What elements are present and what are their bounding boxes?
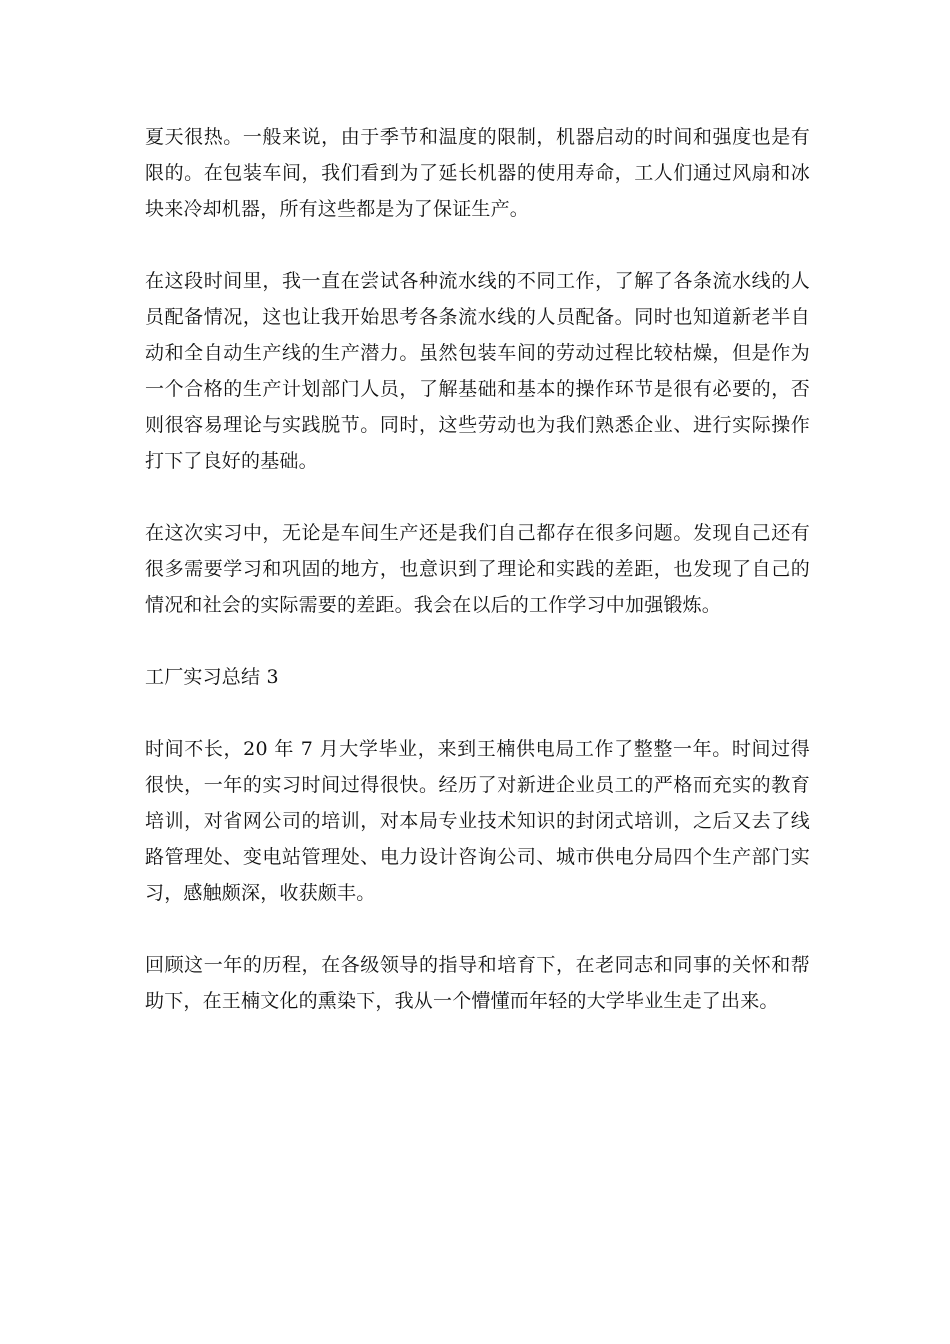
paragraph-summer-heat: 夏天很热。一般来说，由于季节和温度的限制，机器启动的时间和强度也是有限的。在包装车间，我们看到为了延长机器的使用寿命，工人们通过风扇和冰块来冷却机器，所有这些都是为了保证生产。 [145, 126, 810, 220]
section-heading: 工厂实习总结 3 [145, 666, 279, 688]
document-body [145, 119, 810, 1055]
paragraph-one-year-work: 时间不长，20 年 7 月大学毕业，来到王楠供电局工作了整整一年。时间过得很快，一年的实习时间过得很快。经历了对新进企业员工的严格而充实的教育培训，对省网公司的培训，对本局专业技术知识的封闭式培训，之后又去了线路管理处、变电站管理处、电力设计咨询公司、城市供电分局四个生产部门实习，感触颇深，收获颇丰。 [145, 738, 810, 904]
paragraph-review-year: 回顾这一年的历程，在各级领导的指导和培育下，在老同志和同事的关怀和帮助下，在王楠文化的熏染下，我从一个懵懂而年轻的大学毕业生走了出来。 [145, 954, 810, 1012]
paragraph-assembly-lines: 在这段时间里，我一直在尝试各种流水线的不同工作，了解了各条流水线的人员配备情况，这也让我开始思考各条流水线的人员配备。同时也知道新老半自动和全自动生产线的生产潜力。虽然包装车间的劳动过程比较枯燥，但是作为一个合格的生产计划部门人员，了解基础和基本的操作环节是很有必要的，否则很容易理论与实践脱节。同时，这些劳动也为我们熟悉企业、进行实际操作打下了良好的基础。 [145, 270, 810, 472]
paragraph-internship-problems: 在这次实习中，无论是车间生产还是我们自己都存在很多问题。发现自己还有很多需要学习和巩固的地方，也意识到了理论和实践的差距，也发现了自己的情况和社会的实际需要的差距。我会在以后的工作学习中加强锻炼。 [145, 522, 810, 616]
